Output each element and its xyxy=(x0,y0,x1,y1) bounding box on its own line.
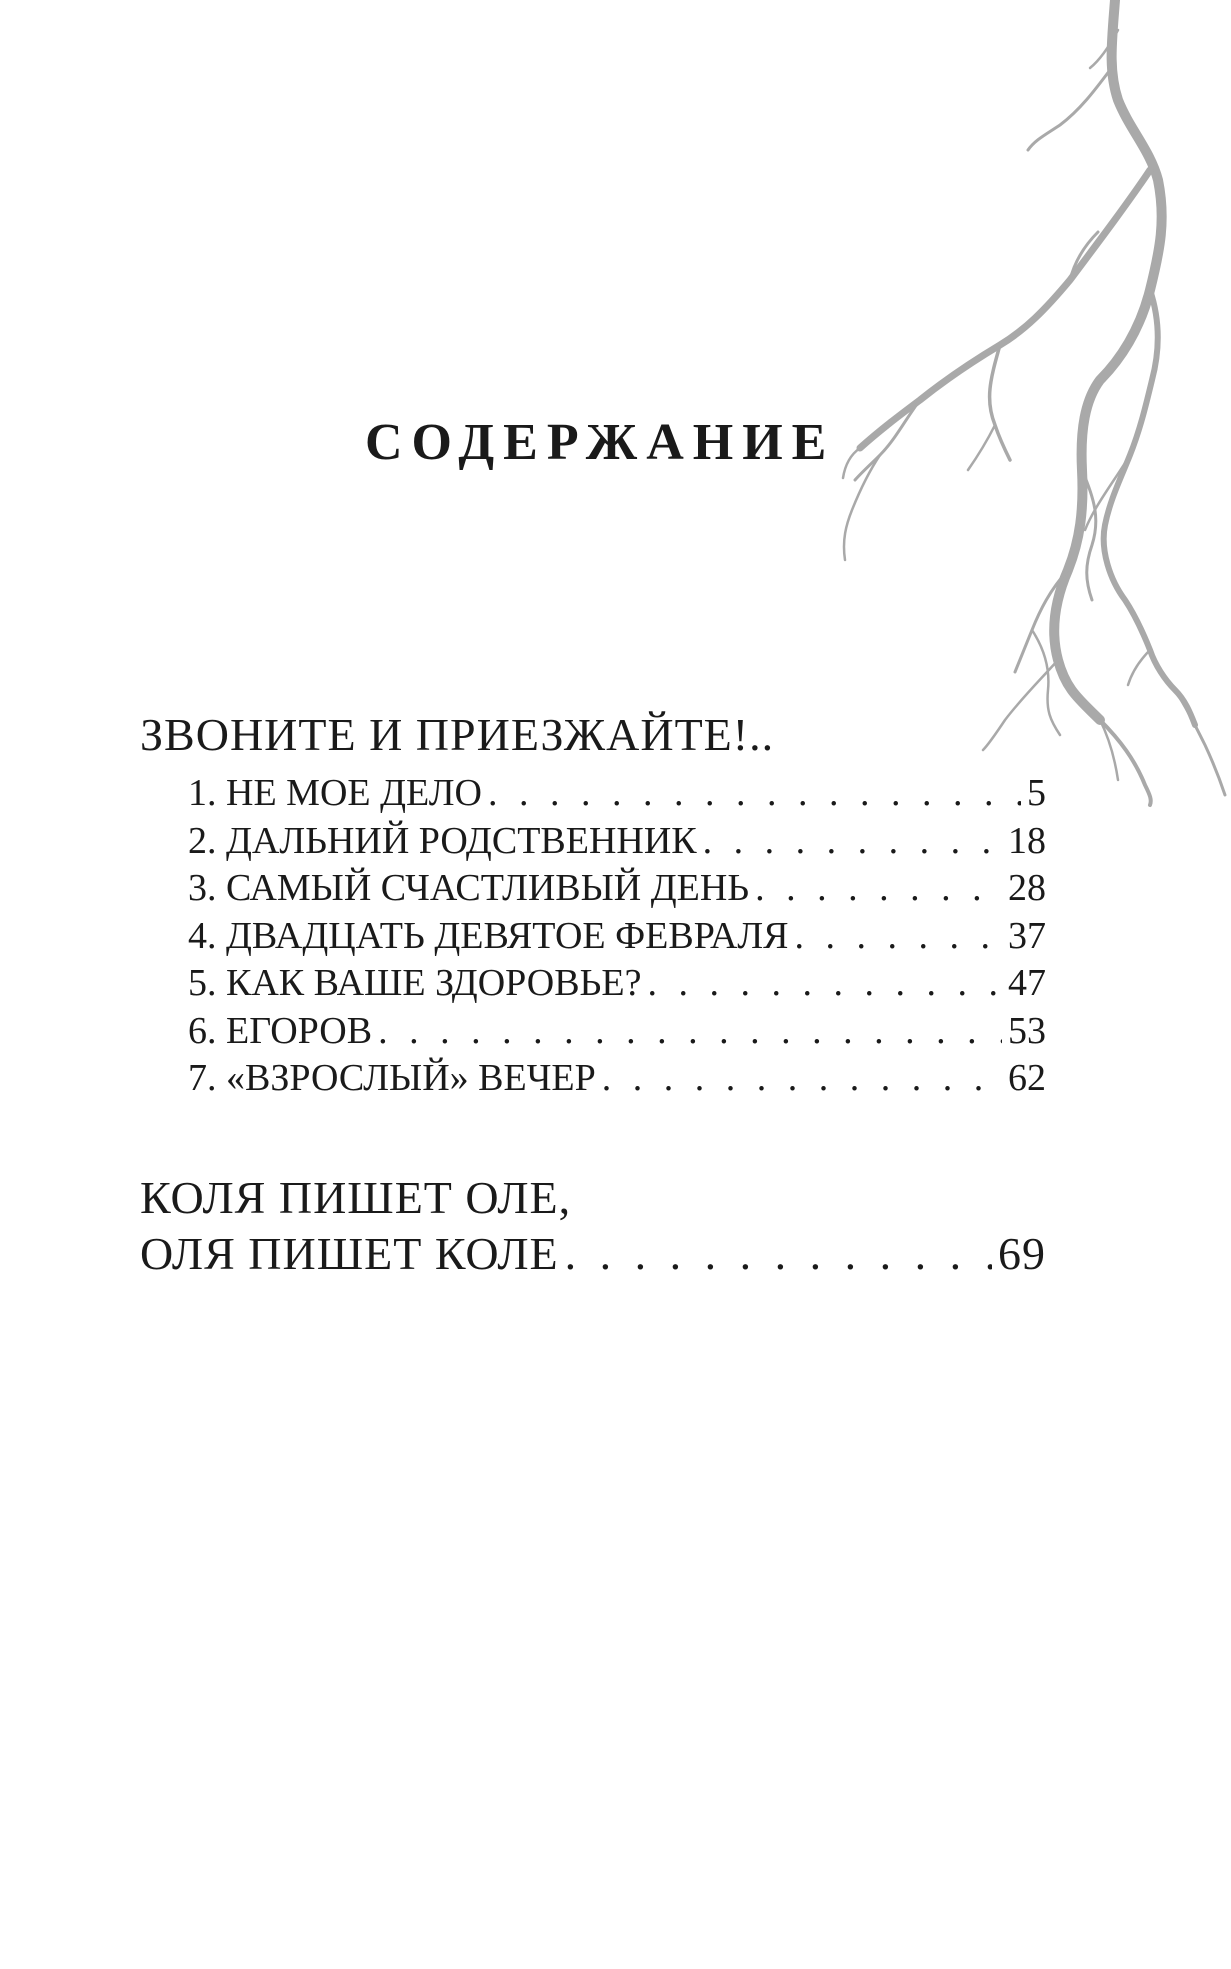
toc-entry-title: 4. ДВАДЦАТЬ ДЕВЯТОЕ ФЕВРАЛЯ xyxy=(188,914,789,957)
toc-entry[interactable] xyxy=(188,1008,1046,1056)
toc-entry-title: 1. НЕ МОЕ ДЕЛО xyxy=(188,772,482,814)
toc-entry[interactable] xyxy=(188,913,1046,961)
toc-entry-page: 53 xyxy=(1008,1009,1046,1052)
dot-leader xyxy=(488,770,1021,818)
part-heading: ЗВОНИТЕ И ПРИЕЗЖАЙТЕ!.. xyxy=(140,709,775,760)
toc-entry-title: 5. КАК ВАШЕ ЗДОРОВЬЕ? xyxy=(188,962,642,1004)
toc-entry-page: 62 xyxy=(1008,1057,1046,1099)
toc-entry-page: 37 xyxy=(1008,914,1046,957)
toc-entry-page: 18 xyxy=(1008,819,1046,862)
toc-entry-title: 3. САМЫЙ СЧАСТЛИВЫЙ ДЕНЬ xyxy=(188,867,750,909)
toc-entry[interactable] xyxy=(188,865,1046,913)
toc-entry-title: 2. ДАЛЬНИЙ РОДСТВЕННИК xyxy=(188,819,697,862)
dot-leader xyxy=(647,960,1002,1008)
part2-title-row xyxy=(140,1226,1046,1282)
part2-page: 69 xyxy=(998,1228,1046,1279)
page-title: СОДЕРЖАНИЕ xyxy=(365,414,836,471)
dot-leader xyxy=(602,1055,1002,1103)
toc-entry[interactable] xyxy=(188,960,1046,1008)
dot-leader xyxy=(795,913,1002,961)
part2-title-line1: КОЛЯ ПИШЕТ ОЛЕ, xyxy=(140,1172,572,1223)
dot-leader xyxy=(755,865,1002,913)
toc-entry[interactable] xyxy=(188,770,1046,818)
part2-title-line2: ОЛЯ ПИШЕТ КОЛЕ xyxy=(140,1228,559,1279)
toc-part2-entry[interactable] xyxy=(140,1170,1046,1282)
toc-chapter-list xyxy=(188,770,1046,1103)
toc-entry[interactable] xyxy=(188,1055,1046,1103)
dot-leader xyxy=(565,1226,992,1282)
toc-entry-title: 6. ЕГОРОВ xyxy=(188,1009,373,1052)
dot-leader xyxy=(378,1008,1002,1056)
toc-entry-page: 28 xyxy=(1008,867,1046,909)
toc-entry-title: 7. «ВЗРОСЛЫЙ» ВЕЧЕР xyxy=(188,1057,596,1099)
toc-entry-page: 5 xyxy=(1027,772,1046,814)
toc-entry[interactable] xyxy=(188,818,1046,866)
toc-entry-page: 47 xyxy=(1008,962,1046,1004)
dot-leader xyxy=(703,818,1002,866)
